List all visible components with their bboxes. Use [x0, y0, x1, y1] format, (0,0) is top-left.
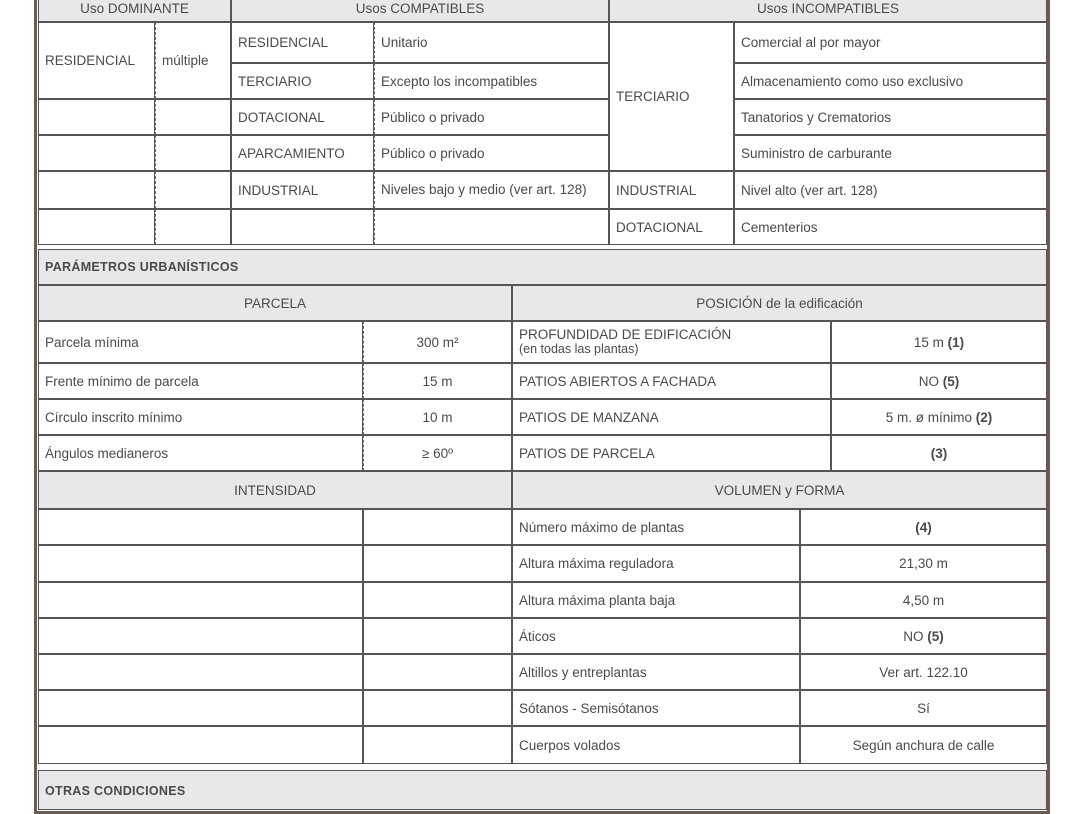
incompatible-item: Comercial al por mayor — [734, 22, 1047, 63]
dominante-empty-cell — [38, 171, 155, 209]
volumen-value: Ver art. 122.10 — [800, 654, 1047, 690]
compatible-use: INDUSTRIAL — [231, 171, 374, 209]
dominante-empty-cell — [155, 135, 231, 171]
intensidad-empty-cell — [38, 690, 363, 726]
posicion-value-cell — [831, 363, 1047, 399]
intensidad-empty-cell — [363, 690, 512, 726]
posicion-label: PATIOS DE PARCELA — [512, 435, 831, 471]
parcela-label: Círculo inscrito mínimo — [38, 399, 363, 435]
footnote-ref: (5) — [942, 373, 960, 389]
volumen-label: Cuerpos volados — [512, 726, 800, 764]
posicion-value-cell — [831, 435, 1047, 471]
header-posicion: POSICIÓN de la edificación — [512, 285, 1047, 321]
dominante-empty-cell — [155, 99, 231, 135]
posicion-value-cell — [831, 321, 1047, 363]
compatible-detail: Público o privado — [374, 99, 609, 135]
parcela-value: 15 m — [363, 363, 512, 399]
header-volumen: VOLUMEN y FORMA — [512, 471, 1047, 509]
compatible-use: DOTACIONAL — [231, 99, 374, 135]
volumen-label: Áticos — [512, 618, 800, 654]
compatible-use: RESIDENCIAL — [231, 22, 374, 63]
incompatible-industrial-label: INDUSTRIAL — [609, 171, 734, 209]
intensidad-empty-cell — [363, 654, 512, 690]
dominante-name: RESIDENCIAL — [38, 22, 155, 99]
compatible-use: APARCAMIENTO — [231, 135, 374, 171]
volumen-value: NO — [903, 628, 924, 644]
dominante-empty-cell — [38, 135, 155, 171]
compatible-detail: Unitario — [374, 22, 609, 63]
footnote-ref: (3) — [930, 445, 948, 461]
posicion-value: 5 m. ø mínimo — [885, 409, 972, 425]
incompatible-terciario-label: TERCIARIO — [609, 22, 734, 171]
footnote-ref: (5) — [927, 628, 944, 644]
intensidad-empty-cell — [363, 582, 512, 618]
volumen-label: Sótanos - Semisótanos — [512, 690, 800, 726]
incompatible-dotacional-label: DOTACIONAL — [609, 209, 734, 245]
volumen-value: 21,30 m — [800, 545, 1047, 582]
dominante-empty-cell — [38, 99, 155, 135]
header-uso-dominante: Uso DOMINANTE — [38, 0, 231, 22]
intensidad-empty-cell — [38, 654, 363, 690]
compatible-empty-cell — [374, 209, 609, 245]
compatible-empty-cell — [231, 209, 374, 245]
parcela-label: Parcela mínima — [38, 321, 363, 363]
header-intensidad: INTENSIDAD — [38, 471, 512, 509]
volumen-value-cell — [800, 618, 1047, 654]
header-usos-incompatibles: Usos INCOMPATIBLES — [609, 0, 1047, 22]
posicion-label-cell — [512, 321, 831, 363]
parcela-label: Ángulos medianeros — [38, 435, 363, 471]
intensidad-empty-cell — [363, 509, 512, 545]
compatible-detail: Público o privado — [374, 135, 609, 171]
posicion-value: NO — [918, 373, 939, 389]
incompatible-item: Almacenamiento como uso exclusivo — [734, 63, 1047, 99]
posicion-sublabel: (en todas las plantas) — [519, 342, 639, 356]
dominante-type: múltiple — [155, 22, 231, 99]
incompatible-item: Suministro de carburante — [734, 135, 1047, 171]
dominante-empty-cell — [155, 209, 231, 245]
volumen-value-cell — [800, 509, 1047, 545]
volumen-label: Altura máxima reguladora — [512, 545, 800, 582]
volumen-value: Según anchura de calle — [800, 726, 1047, 764]
posicion-value-cell — [831, 399, 1047, 435]
incompatible-item: Nivel alto (ver art. 128) — [734, 171, 1047, 209]
intensidad-empty-cell — [38, 509, 363, 545]
section-parametros-urbanisticos: PARÁMETROS URBANÍSTICOS — [38, 249, 1047, 285]
intensidad-empty-cell — [38, 582, 363, 618]
volumen-label: Altillos y entreplantas — [512, 654, 800, 690]
parcela-value: 300 m² — [363, 321, 512, 363]
intensidad-empty-cell — [38, 618, 363, 654]
footnote-ref: (4) — [915, 519, 932, 535]
section-otras-condiciones: OTRAS CONDICIONES — [38, 770, 1047, 810]
volumen-label: Altura máxima planta baja — [512, 582, 800, 618]
volumen-value: 4,50 m — [800, 582, 1047, 618]
posicion-label: PATIOS ABIERTOS A FACHADA — [512, 363, 831, 399]
volumen-label: Número máximo de plantas — [512, 509, 800, 545]
intensidad-empty-cell — [363, 545, 512, 582]
parcela-value: 10 m — [363, 399, 512, 435]
intensidad-empty-cell — [38, 726, 363, 764]
header-parcela: PARCELA — [38, 285, 512, 321]
incompatible-item: Cementerios — [734, 209, 1047, 245]
posicion-value: 15 m — [913, 334, 944, 350]
footnote-ref: (1) — [947, 334, 965, 350]
volumen-value: Sí — [800, 690, 1047, 726]
intensidad-empty-cell — [38, 545, 363, 582]
intensidad-empty-cell — [363, 618, 512, 654]
compatible-detail: Niveles bajo y medio (ver art. 128) — [374, 171, 609, 209]
parcela-value: ≥ 60º — [363, 435, 512, 471]
incompatible-item: Tanatorios y Crematorios — [734, 99, 1047, 135]
parcela-label: Frente mínimo de parcela — [38, 363, 363, 399]
posicion-label: PROFUNDIDAD DE EDIFICACIÓN — [519, 327, 732, 342]
dominante-empty-cell — [38, 209, 155, 245]
header-usos-compatibles: Usos COMPATIBLES — [231, 0, 609, 22]
intensidad-empty-cell — [363, 726, 512, 764]
compatible-detail: Excepto los incompatibles — [374, 63, 609, 99]
compatible-use: TERCIARIO — [231, 63, 374, 99]
dominante-empty-cell — [155, 171, 231, 209]
posicion-label: PATIOS DE MANZANA — [512, 399, 831, 435]
footnote-ref: (2) — [975, 409, 993, 425]
